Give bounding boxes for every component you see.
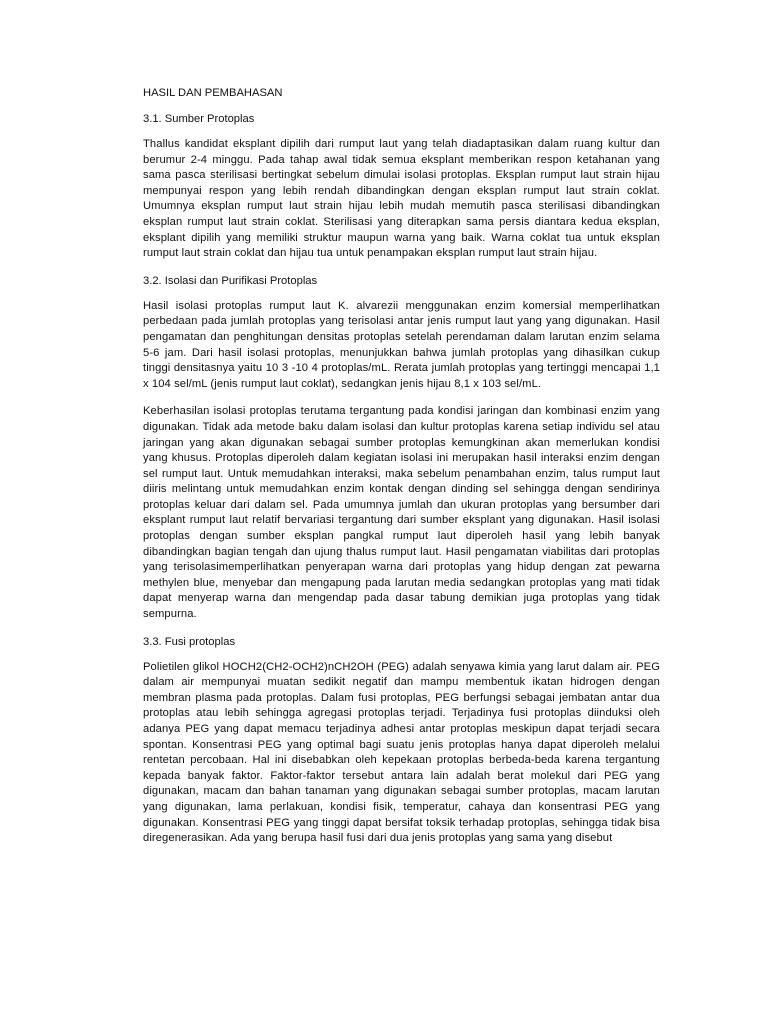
document-title: HASIL DAN PEMBAHASAN [143,87,283,99]
paragraph: Keberhasilan isolasi protoplas terutama tergantung pada kondisi jaringan dan kombinasi enzim yang digunakan. Tidak ada metode baku dalam isolasi dan kultur protoplas karena setiap individu sel atau jaringan yang akan digunakan sebagai sumber protoplas kemungkinan akan memerlukan kondisi yang khusus. Protoplas diperoleh dalam kegiatan isolasi ini merupakan hasil interaksi enzim dengan sel rumput laut. Untuk memudahkan interaksi, maka sebelum penambahan enzim, talus rumput laut diiris melintang untuk memudahkan enzim kontak dengan dinding sel sehingga dengan sendirinya protoplas keluar dari dalam sel. Pada umumnya jumlah dan ukuran protoplas yang bersumber dari eksplant rumput laut relatif bervariasi tergantung dari sumber eksplant yang digunakan. Hasil isolasi protoplas dengan sumber eksplan pangkal rumput laut diperoleh hasil yang lebih banyak dibandingkan bagian tengah dan ujung thalus rumput laut. Hasil pengamatan viabilitas dari protoplas yang terisolasimemperlihatkan penyerapan warna dari protoplas yang hidup dengan zat pewarna methylen blue, menyebar dan mengapung pada larutan media sedangkan protoplas yang mati tidak dapat menyerap warna dan mengendap pada dasar tabung demikian juga protoplas yang tidak sempurna. [143,405,660,621]
section-heading-fusi-protoplas: 3.3. Fusi protoplas [143,635,236,648]
paragraph: Thallus kandidat eksplant dipilih dari rumput laut yang telah diadaptasikan dalam ruang kultur dan berumur 2-4 minggu. Pada tahap awal tidak semua eksplant memberikan respon ketahanan yang sama pasca sterilisasi bertingkat sebelum dimulai isolasi protoplas. Eksplan rumput laut strain hijau mempunyai respon yang lebih rendah dibandingkan dengan eksplan rumput laut strain coklat. Umumnya eksplan rumput laut strain hijau lebih mudah memutih pasca sterilisasi dibandingkan eksplan rumput laut strain coklat. Sterilisasi yang diterapkan sama persis diantara kedua eksplan, eksplant dipilih yang memiliki struktur maupun warna yang baik. Warna coklat tua untuk eksplan rumput laut strain coklat dan hijau tua untuk penampakan eksplan rumput laut strain hijau. [143,138,660,260]
paragraph: Polietilen glikol HOCH2(CH2-OCH2)nCH2OH (PEG) adalah senyawa kimia yang larut dalam air. PEG dalam air mempunyai muatan sedikit negatif dan mampu membentuk ikatan hidrogen dengan membran plasma pada protoplas. Dalam fusi protoplas, PEG berfungsi sebagai jembatan antar dua protoplas atau lebih sehingga agregasi protoplas terjadi. Terjadinya fusi protoplas diinduksi oleh adanya PEG yang dapat memacu terjadinya adhesi antar protoplas meskipun dapat terjadi secara spontan. Konsentrasi PEG yang optimal bagi suatu jenis protoplas hanya dapat diperoleh melalui rentetan percobaan. Hal ini disebabkan oleh kepekaan protoplas berbeda-beda karena tergantung kepada banyak faktor. Faktor-faktor tersebut antara lain adalah berat molekul dari PEG yang digunakan, macam dan bahan tanaman yang digunakan sebagai sumber protoplas, macam larutan yang digunakan, lama perlakuan, kondisi fisik, temperatur, cahaya dan konsentrasi PEG yang digunakan. Konsentrasi PEG yang tinggi dapat bersifat toksik terhadap protoplas, sehingga tidak bisa diregenerasikan. Ada yang berupa hasil fusi dari dua jenis protoplas yang sama yang disebut [143,660,660,845]
paragraph: Hasil isolasi protoplas rumput laut K. alvarezii menggunakan enzim komersial memperlihatkan perbedaan pada jumlah protoplas yang terisolasi antar jenis rumput laut yang yang digunakan. Hasil pengamatan dan penghitungan densitas protoplas setelah perendaman dalam larutan enzim selama 5-6 jam. Dari hasil isolasi protoplas, menunjukkan bahwa jumlah protoplas yang dihasilkan cukup tinggi densitasnya yaitu 10 3 -10 4 protoplas/mL. Rerata jumlah protoplas yang tertinggi mencapai 1,1 x 104 sel/mL (jenis rumput laut coklat), sedangkan jenis hijau 8,1 x 103 sel/mL. [143,299,660,390]
document-body [143,86,660,859]
section-heading-isolasi-purifikasi: 3.2. Isolasi dan Purifikasi Protoplas [143,274,318,287]
section-heading-sumber-protoplas: 3.1. Sumber Protoplas [143,113,255,125]
